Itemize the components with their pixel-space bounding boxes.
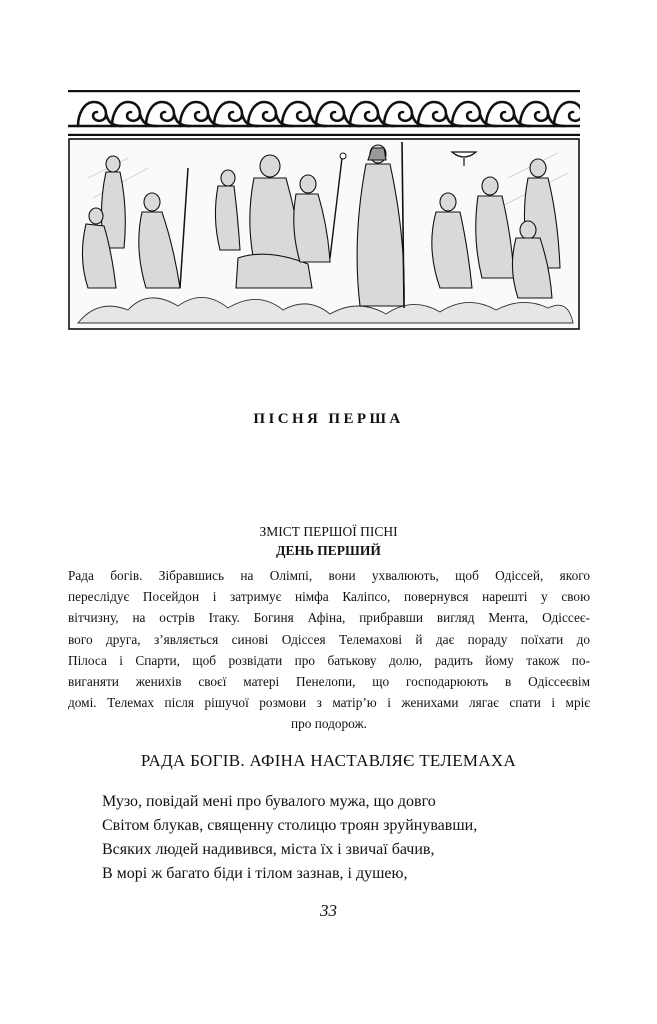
summary-line: переслідує Посейдон і затримує німфа Каліпсо, повернувся нарешті у свою bbox=[68, 589, 590, 605]
poem-verse bbox=[102, 790, 477, 886]
section-heading: РАДА БОГІВ. АФІНА НАСТАВЛЯЄ ТЕЛЕМАХА bbox=[140, 751, 517, 770]
summary-line: Пілоса і Спарти, щоб розвідати про батькову долю, радить йому також по- bbox=[68, 652, 590, 668]
summary-line: вого друга, з’являється синові Одіссея Телемахові й дає пораду поїхати до bbox=[68, 631, 590, 647]
summary-line: вітчизну, на острів Ітаку. Богиня Афіна, прибравши вигляд Мента, Одіссеє- bbox=[68, 610, 590, 626]
greek-wave-border bbox=[68, 90, 580, 136]
contents-heading: ЗМІСТ ПЕРШОЇ ПІСНІ bbox=[259, 524, 398, 539]
day-heading: ДЕНЬ ПЕРШИЙ bbox=[276, 543, 381, 558]
poem-line: Всяких людей надивився, міста їх і звичаї бачив, bbox=[102, 841, 435, 858]
summary-line: про подорож. bbox=[290, 716, 367, 732]
wave-scroll bbox=[554, 102, 580, 126]
summary-line: Рада богів. Зібравшись на Олімпі, вони ухвалюють, щоб Одіссей, якого bbox=[68, 568, 590, 583]
poem-line: В морі ж багато біди і тілом зазнав, і душею, bbox=[102, 865, 408, 882]
song-title: ПІСНЯ ПЕРША bbox=[253, 411, 404, 427]
olympus-gods-engraving bbox=[68, 138, 580, 330]
poem-line: Музо, повідай мені про бувалого мужа, що довго bbox=[102, 793, 436, 810]
page-number: 33 bbox=[320, 901, 337, 920]
summary-line: домі. Телемах після рішучої розмови з матір’ю і женихами лягає спати і мріє bbox=[68, 695, 590, 711]
song-summary bbox=[68, 565, 590, 735]
poem-line: Світом блукав, священну столицю троян зруйнувавши, bbox=[102, 817, 478, 834]
summary-line: виганяти женихів своєї матері Пенелопи, що господарюють в Одіссеєвім bbox=[68, 674, 590, 690]
